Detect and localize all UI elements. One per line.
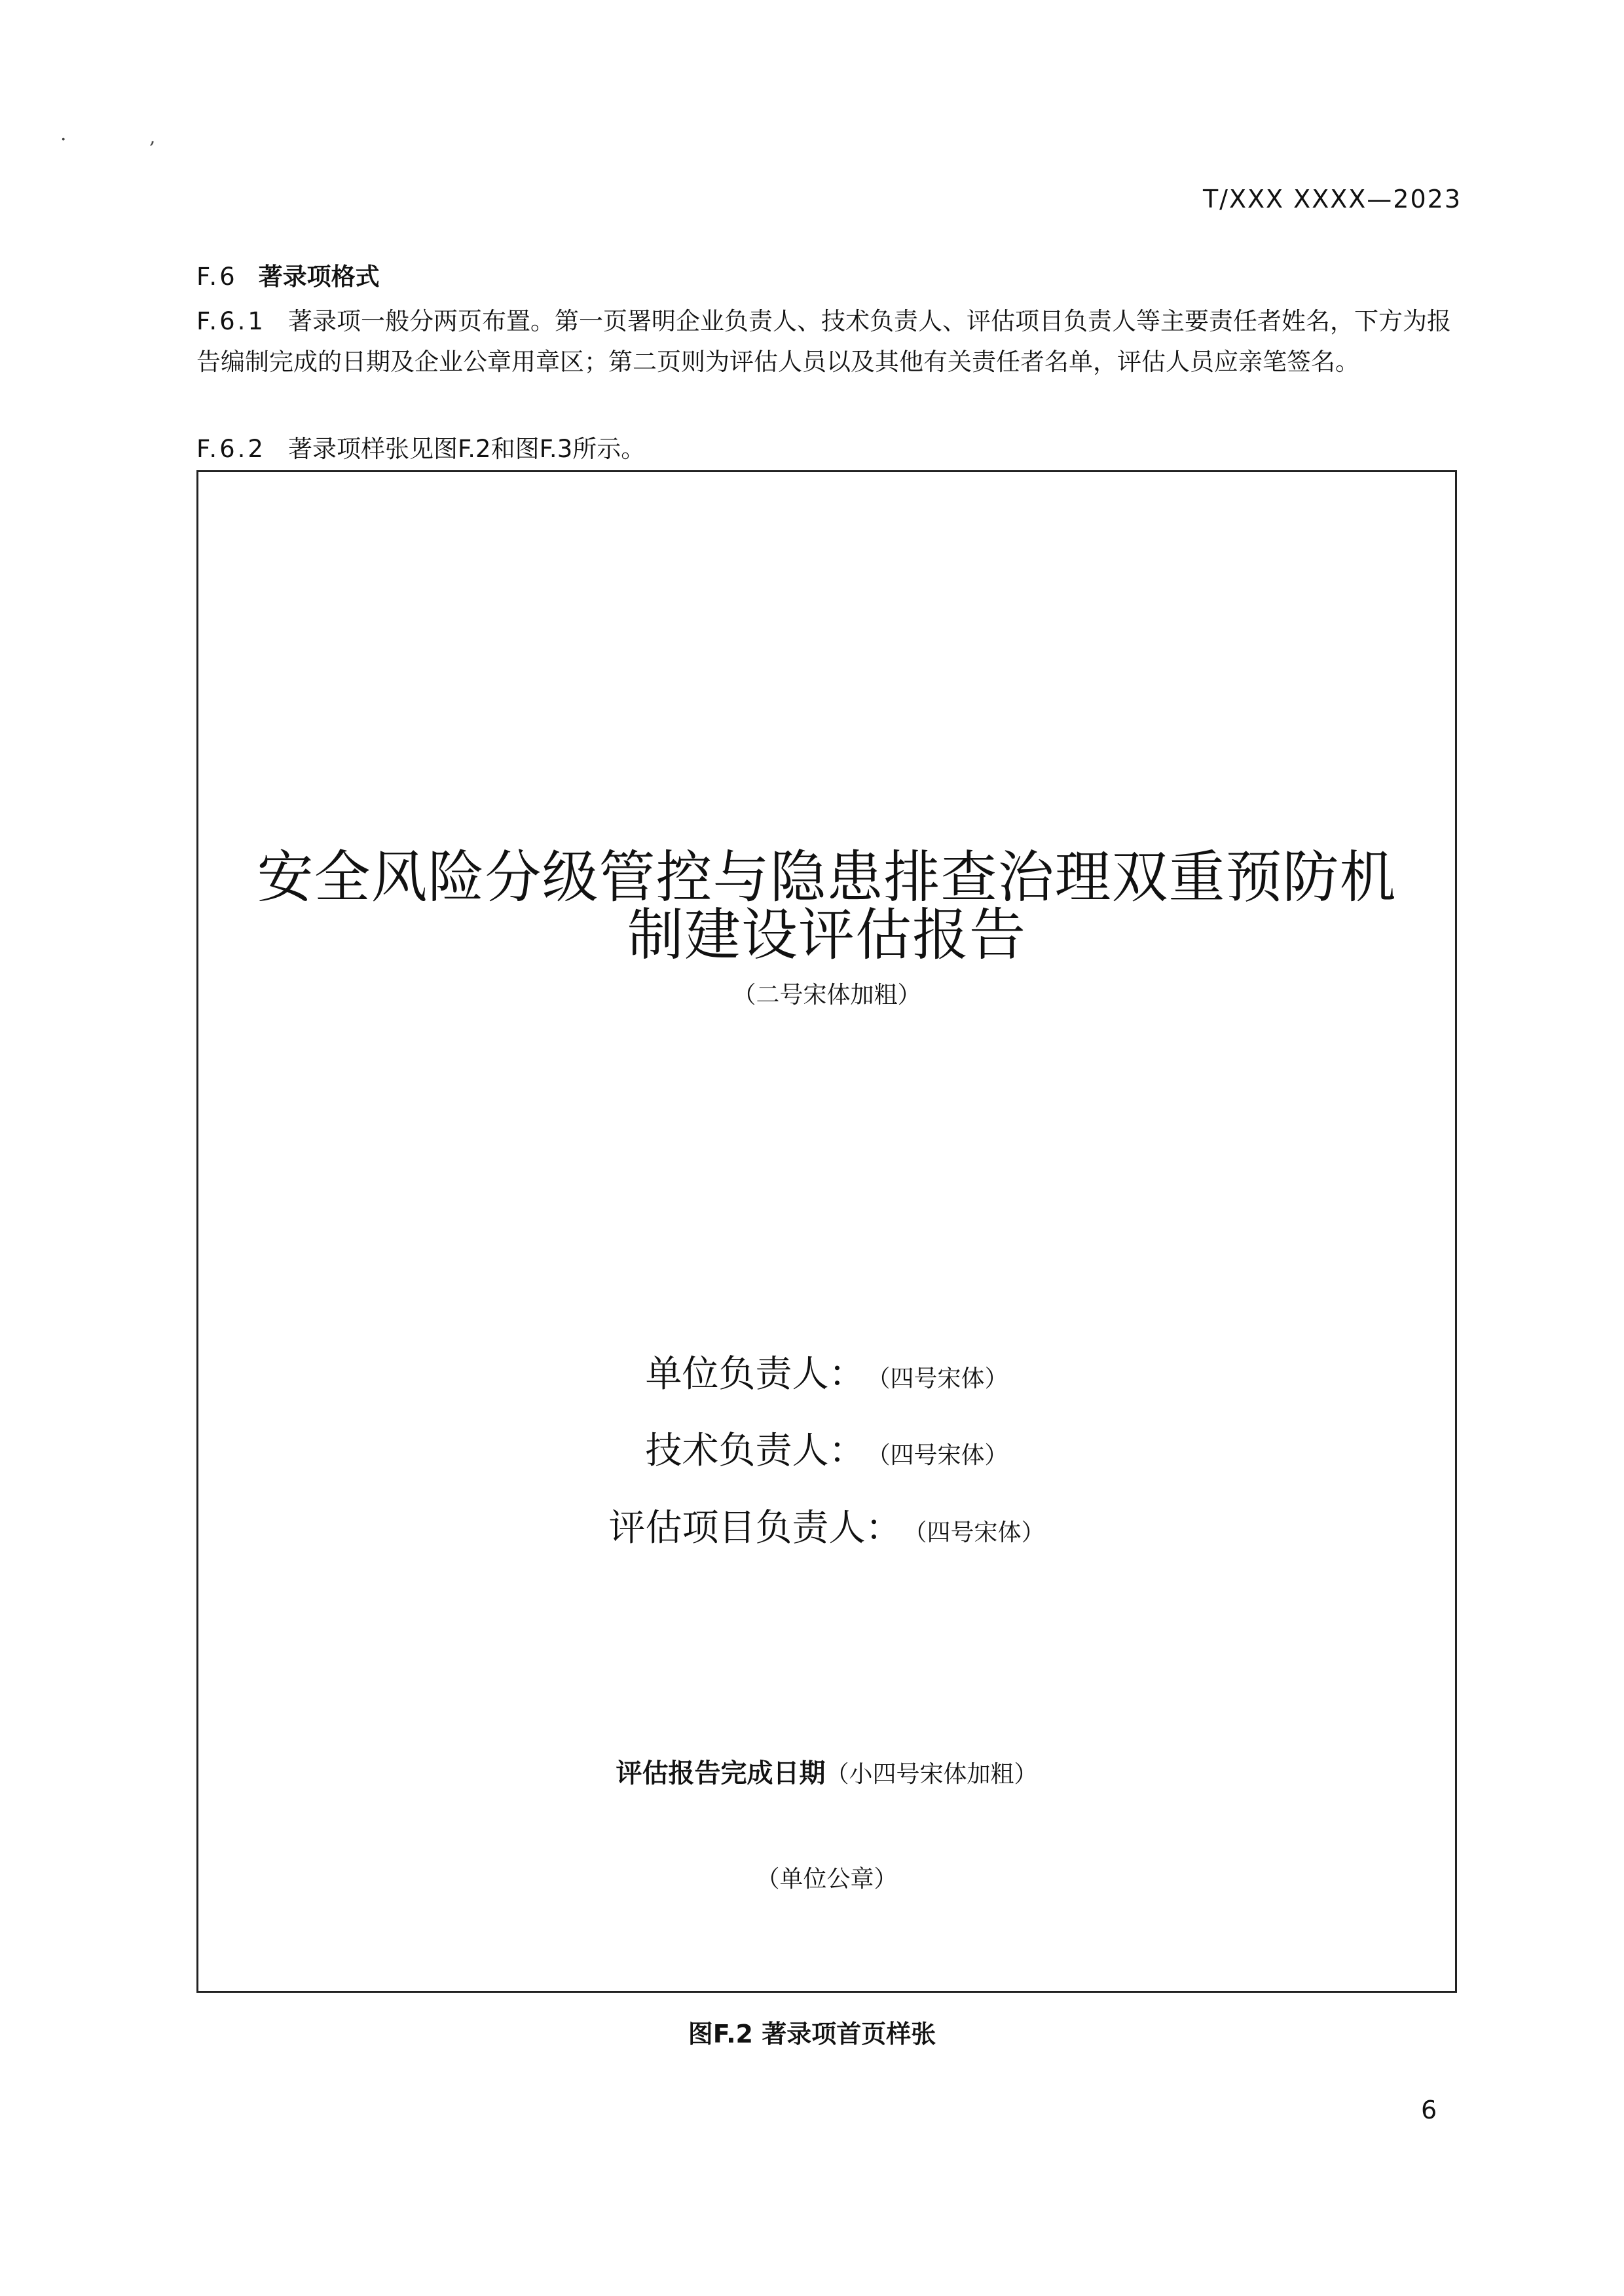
- sample-frame: [196, 470, 1457, 1993]
- signatory-format-note: （四号宋体）: [878, 1442, 1008, 1469]
- report-title: [198, 845, 1455, 968]
- signatory-label: 评估项目负责人：: [608, 1507, 902, 1549]
- signatory-project-head: [198, 1499, 1455, 1551]
- paragraph-number: F.6.1: [196, 307, 266, 335]
- paragraph-f61: [196, 301, 1464, 382]
- signatory-label: 单位负责人：: [645, 1353, 866, 1396]
- unit-seal: （单位公章）: [756, 1866, 898, 1893]
- page-number: 6: [1421, 2096, 1437, 2124]
- completion-date: [198, 1752, 1455, 1790]
- document-code: T/XXX XXXX—2023: [1202, 185, 1462, 213]
- paragraph-f62: [196, 429, 1464, 470]
- report-title-line-2: 制建设评估报告: [627, 902, 1026, 968]
- paragraph-text: 著录项样张见图F.2和图F.3所示。: [287, 435, 646, 463]
- scan-mark-comma: ,: [149, 126, 156, 149]
- signatory-format-note: （四号宋体）: [915, 1519, 1045, 1546]
- title-format-note: （二号宋体加粗）: [732, 982, 921, 1009]
- section-number: F.6: [196, 263, 238, 291]
- section-title: 著录项格式: [258, 263, 380, 291]
- signatory-label: 技术负责人：: [645, 1430, 866, 1472]
- signatory-unit-head: [198, 1345, 1455, 1398]
- signatory-format-note: （四号宋体）: [878, 1365, 1008, 1392]
- completion-date-label: 评估报告完成日期: [616, 1758, 826, 1788]
- scan-mark-dot: ·: [60, 128, 67, 151]
- report-title-line-1: 安全风险分级管控与隐患排查治理双重预防机: [257, 845, 1397, 910]
- paragraph-number: F.6.2: [196, 435, 266, 463]
- figure-caption: 图F.2 著录项首页样张: [688, 2020, 936, 2048]
- section-heading: [196, 257, 380, 292]
- signatory-technical-head: [198, 1422, 1455, 1474]
- paragraph-text: 著录项一般分两页布置。第一页署明企业负责人、技术负责人、评估项目负责人等主要责任者姓名，下方为报告编制完成的日期及企业公章用章区；第二页则为评估人员以及其他有关责任者名单，评估人员应亲笔签名。: [196, 307, 1451, 376]
- completion-date-format-note: （小四号宋体加粗）: [825, 1761, 1038, 1788]
